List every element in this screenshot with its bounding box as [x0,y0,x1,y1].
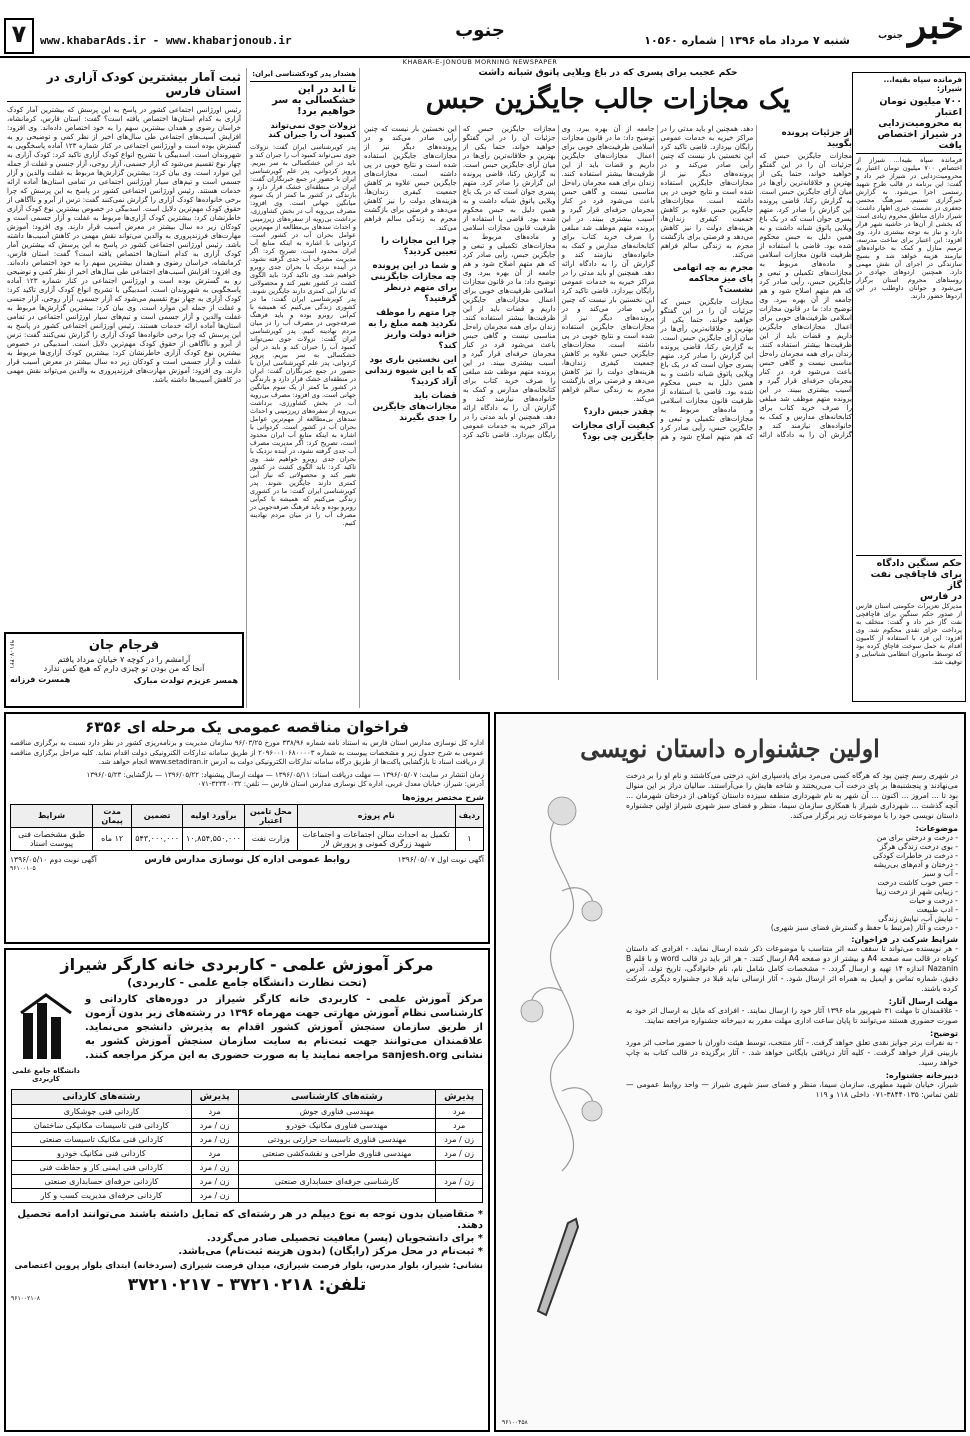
edu-cell: کاردانی حرفه‌ای مدیریت کسب و کار [12,1189,192,1203]
lead-subhead-1: از جزئیات پرونده بگویید [781,128,852,149]
edu-cell: مهندسی فناوری تاسیسات حرارتی برودتی [238,1133,436,1147]
festival-title: اولین جشنواره داستان نویسی [580,734,880,763]
birthday-title: فرجام جان [88,638,160,653]
table-row [12,1133,483,1147]
tender-cell: طبق مشخصات فنی پیوست اسناد [11,827,93,850]
table-row [12,1189,483,1203]
education-note2: * برای دانشجویان (پسر) معافیت تحصیلی صادر می‌گردد. [206,1233,483,1244]
festival-illustration [502,771,622,1335]
tender-dates: زمان انتشار در سایت: ۱۳۹۶/۰۵/۰۷ — مهلت دریافت اسناد: ۱۳۹۶/۰۵/۱۱ — مهلت ارسال پیشنهاد: ۱۳۹۶/۰۵/۲۲ — بازگشایی: ۱۳۹۶/۰۵/۲۳ [86,770,484,779]
logo [854,2,964,52]
table-row [12,1161,483,1175]
edu-cell: کاردانی حرفه‌ای حسابداری صنعتی [12,1175,192,1189]
section-title: جنوب [455,20,505,41]
water-subtitle: نزولات جوی نمی‌تواند کمبود آب را جبران کند [268,121,356,139]
table-row [12,1119,483,1133]
university-logo-text: دانشگاه جامع علمی کاربردی [12,1067,80,1083]
lead-body-text-3: مجازات جایگزین حبس که جزئیات آن را در این گفتگو خواهید خواند، حتما یکی از بهترین و خلاقانه‌ترین رأی‌ها در میان آرای جایگزین حبس است. به گزارش رکنا، قاضی پرونده این گزارش را صادر کرد. متهم پسری جوان است که در یک باغ ویلایی پاتوق شبانه داشت و به همین دلیل به حبس محکوم شده بود. قاضی با استفاده از ظرفیت قانون مجازات اسلامی و ماده‌های مربوط به مجازات‌های تکمیلی و تبعی و جایگزین حبس، رأیی صادر کرد که هم متهم اصلاح شود و هم جامعه از آن بهره ببرد. وی توضیح داد: ما در قانون مجازات اسلامی ظرفیت‌های خوبی برای اعمال مجازات‌های جایگزین داریم و قضات باید از این ظرفیت‌ها بیشتر استفاده کنند. زندان برای همه مجرمان راه‌حل مناسبی نیست و گاهی حبس باعث می‌شود فرد در کنار مجرمان حرفه‌ای قرار گیرد و آسیب بیشتری ببیند. در این پرونده متهم موظف شد مبلغی را صرف خرید کتاب برای کتابخانه‌های مدارس و کمک به خانواده‌های نیازمند کند و گزارش آن را به دادگاه ارائه دهد. همچنین او باید مدتی را در مراکز خیریه به خدمات عمومی رایگان بپردازد. قاضی تاکید کرد این نخستین بار نیست که چنین رأیی صادر می‌کند و در پرونده‌های دیگر نیز از مجازات‌های جایگزین استفاده شده است و نتایج خوبی در پی داشته است. مجازات‌های جایگزین حبس علاوه بر کاهش جمعیت کیفری زندان‌ها، هزینه‌های دولت را نیز کاهش می‌دهد و فرصتی برای بازگشت مجرم به زندگی سالم فراهم می‌کند. [364,125,556,439]
edu-header: پذیرش [191,1090,238,1105]
festival-intro: در شهری رسم چنین بود که هرگاه کسی می‌مرد برای یادسپاری اش، درختی می‌کاشتند و نام او را بر درخت می‌نهادند و پنجشنبه‌ها بر پای درخت آب می‌ریختند و شاخه هایش را می‌آراستند. سالیان دراز بر این منوال بود تا ... امروز ... اکنون ... آن شهر به نام شهرداری منطقه سیزده داستان کوتاهی از درختان شهرمان ... آنچه گذشت ... شهرداری شیراز با همکاری سازمان سیما، منظر و فضای سبز شهری شیراز اولین جشنواره داستان نویسی خود را با موضوعات زیر برگزار می‌کند. [626,771,958,820]
item1-title-c: در شیراز اختصاص یافت [856,129,962,154]
education-title: مرکز آموزش علمی - کاربردی خانه کارگر شیراز [60,955,434,974]
festival-topic: - درخت در خاطرات کودکی [873,851,958,860]
birthday-signature: همسر عزیزم تولدت مبارک [133,676,238,685]
tender-signature: روابط عمومی اداره کل نوسازی مدارس فارس [144,854,351,865]
festival-topic: - درخت و درختی برای من [876,833,958,842]
education-subtitle: (تحت نظارت دانشگاه جامع علمی - کاربردی) [127,976,367,989]
edu-cell: زن / مرد [191,1119,238,1133]
festival-deadline: - علاقمندان تا مهلت ۳۱ شهریور ماه ۱۳۹۶ آثار خود را ارسال نمایند. - افرادی که مایل به ارسال اثر خود به صورت حضوری هستند می‌توانند تا پایان ساعت اداری مهلت مقرر به دبیرخانه جشنواره مراجعه نمایند. [626,1006,958,1025]
education-code: ۹۶۱۰۰۲۱۰۸ [11,1295,41,1302]
education-ad [4,948,490,1432]
tender-header: تضمین [132,804,183,827]
tender-header: شرایط [11,804,93,827]
festival-topic: - نیایش آب، نیایش زندگی [878,914,958,923]
education-table [11,1089,483,1203]
tender-body: اداره کل نوسازی مدارس استان فارس به استناد نامه شماره ۳۳۸/۹۶ مورخ ۹۶/۰۳/۲۵ سازمان مدیریت و برنامه‌ریزی کشور در نظر دارد نسبت به برگزاری مناقصه عمومی به شرح جدول زیر و مشخصات پیوست به شماره ۲۰۹۶۰۰۱۰۶۸۰۰۰۰۳ از طریق سامانه تدارکات الکترونیکی دولت اقدام نماید. کلیه مراحل برگزاری مناقصه از دریافت اسناد تا بازگشایی پاکت‌ها از طریق درگاه سامانه تدارکات الکترونیکی دولت به آدرس www.setadiran.ir انجام خواهد شد. [10,739,485,766]
lead-subhead-3: چقدر حبس دارد؟ [583,407,655,417]
university-logo [11,993,81,1083]
education-note3: * ثبت‌نام در محل مرکز (رایگان) (بدون هزینه ثبت‌نام) می‌باشد. [178,1246,483,1257]
lead-body-text-2: مجازات جایگزین حبس که جزئیات آن را در این گفتگو خواهید خواند، حتما یکی از بهترین و خلاقانه‌ترین رأی‌ها در میان آرای جایگزین حبس است. به گزارش رکنا، قاضی پرونده این گزارش را صادر کرد. متهم پسری جوان است که در یک باغ ویلایی پاتوق شبانه داشت و به همین دلیل به حبس محکوم شده بود. قاضی با استفاده از ظرفیت قانون مجازات اسلامی و ماده‌های مربوط به مجازات‌های تکمیلی و تبعی و جایگزین حبس، رأیی صادر کرد که هم متهم اصلاح شود و هم جامعه از آن بهره ببرد. وی توضیح داد: ما در قانون مجازات اسلامی ظرفیت‌های خوبی برای اعمال مجازات‌های جایگزین داریم و قضات باید از این ظرفیت‌ها بیشتر استفاده کنند. زندان برای همه مجرمان راه‌حل مناسبی نیست و گاهی حبس باعث می‌شود فرد در کنار مجرمان حرفه‌ای قرار گیرد و آسیب بیشتری ببیند. در این پرونده متهم موظف شد مبلغی را صرف خرید کتاب برای کتابخانه‌های مدارس و کمک به خانواده‌های نیازمند کند و گزارش آن را به دادگاه ارائه دهد. همچنین او باید مدتی را در مراکز خیریه به خدمات عمومی رایگان بپردازد. قاضی تاکید کرد این نخستین بار نیست که چنین رأیی صادر می‌کند و در پرونده‌های دیگر نیز از مجازات‌های جایگزین استفاده شده است و نتایج خوبی در پی داشته است. مجازات‌های جایگزین حبس علاوه بر کاهش جمعیت کیفری زندان‌ها، هزینه‌های دولت را نیز کاهش می‌دهد و فرصتی برای بازگشت مجرم به زندگی سالم فراهم می‌کند. [561,125,754,441]
tender-cell: وزارت نفت [244,827,297,850]
festival-secretariat: شیراز، خیابان شهید مطهری، سازمان سیما، منظر و فضای سبز شهری شیراز — واحد روابط عمومی — تلفن تماس: ۳۸۴۴۰۱۳۵-۰۷۱ داخلی ۱۱۸ و ۱۱۹ [626,1080,958,1099]
edu-cell: زن / مرد [191,1133,238,1147]
water-title: تا ابد در این خشکسالی به سر خواهیم برد! [250,81,356,117]
english-name: KHABAR-E-JONOUB MORNING NEWSPAPER [402,58,558,66]
edu-cell: مرد [191,1105,238,1119]
education-phone: تلفن: ۳۷۲۱۰۲۱۸ - ۳۷۲۱۰۲۱۷ [127,1275,367,1295]
education-note1: * متقاضیان بدون توجه به نوع دیپلم در هر رشته‌ای که تمایل داشته باشند می‌توانند ادامه تحصیل دهند. [17,1209,483,1231]
water-kicker: هشدار پدر کودکشناسی ایران: [252,70,356,78]
lead-title: یک مجازات جالب جایگزین حبس [425,84,791,115]
edu-cell [436,1189,483,1203]
tender-notice1: آگهی نوبت اول ۱۳۹۶/۰۵/۰۷ [397,854,484,864]
item2-body: مدیرکل تعزیرات حکومتی استان فارس از صدور حکم سنگین برای قاچاقچی نفت گاز خبر داد و گفت: متخلف به پرداخت جزای نقدی محکوم شد. وی افزود: این فرد با استفاده از کامیون اقدام به حمل سوخت قاچاق کرده بود که توسط ماموران انتظامی شناسایی و توقیف شد. [856,602,962,666]
water-story [246,68,360,708]
festival-ad [494,712,966,1432]
water-body-text: پدر کویرشناسی ایران گفت: نزولات جوی نمی‌تواند کمبود آب را جبران کند و باید در این خشکسالی به سر ببریم. پرویز کردوانی، پدر علم کویرشناسی ایران با حضور در جمع خبرنگاران گفت: ایران در منطقه‌ای خشک قرار دارد و بارندگی در کشور ما کمتر از یک سوم میانگین جهانی است. وی افزود: مصرف بی‌رویه آب در بخش کشاورزی، برداشت بی‌رویه از سفره‌های زیرزمینی و احداث سدهای بی‌مطالعه از مهم‌ترین عوامل بحران آب در کشور است. کردوانی با اشاره به اینکه منابع آب ایران محدود است، تصریح کرد: اگر مدیریت مصرف آب جدی گرفته نشود، در آینده نزدیک با بحران جدی روبرو خواهیم شد. وی تاکید کرد: باید الگوی کشت در کشور تغییر کند و محصولاتی که نیاز آبی کمتری دارند جایگزین شوند. پدر کویرشناسی ایران گفت: ما در کشوری زندگی می‌کنیم که همیشه با کم‌آبی روبرو بوده و باید فرهنگ صرفه‌جویی در مصرف آب را در میان مردم نهادینه کنیم. [250,143,356,335]
tender-cell: ۵۴۳,۰۰۰,۰۰۰ [132,827,183,850]
edu-cell: کارشناسی حرفه‌ای حسابداری صنعتی [238,1175,436,1189]
festival-rules: - هر نویسنده می‌تواند تا سقف سه اثر متناسب با موضوعات ذکر شده ارسال نماید. - افرادی که داستان کوتاه در قالب سه صفحه A4 و بیشتر از دو صفحه A4 ارسال کنند. - هر اثر باید در قالب word و با قلم B Nazanin اندازه ۱۴ تهیه و ارسال گردد. - مشخصات کامل شامل نام، نام خانوادگی، تاریخ تولد، آدرس دقیق، شماره تماس و ایمیل به همراه اثر ارسال شود. - آثار ارسالی نباید قبلا در جشنواره دیگری شرکت کرده باشند. [626,944,959,993]
birthday-ad [4,632,244,708]
birthday-line2: آنجا که من بودن تو چیزی دارم که هیچ کس ندارد [43,664,205,673]
edu-cell: زن / مرد [436,1147,483,1161]
edu-cell: کاردانی فنی تاسیسات مکانیکی ساختمان [12,1119,192,1133]
tender-cell: ۱۰,۸۵۴,۵۵۰,۰۰۰ [183,827,245,850]
lead-kicker: حکم عجیب برای پسری که در باغ ویلایی پاتوق شبانه داشت [478,68,738,78]
edu-cell: زن / مرد [436,1133,483,1147]
tender-code: ۹۶۱۰۰۱۰۵ [10,864,36,872]
lead-subhead-6: و شما در این پرونده چه مجازات جایگزینی برای متهم درنظر گرفتید؟ [370,261,457,304]
lead-body-text: مجازات جایگزین حبس که جزئیات آن را در این گفتگو خواهید خواند، حتما یکی از بهترین و خلاقانه‌ترین رأی‌ها در میان آرای جایگزین حبس است. به گزارش رکنا، قاضی پرونده این گزارش را صادر کرد. متهم پسری جوان است که در یک باغ ویلایی پاتوق شبانه داشت و به همین دلیل به حبس محکوم شده بود. قاضی با استفاده از ظرفیت قانون مجازات اسلامی و ماده‌های مربوط به مجازات‌های تکمیلی و تبعی و جایگزین حبس، رأیی صادر کرد که هم متهم اصلاح شود و هم جامعه از آن بهره ببرد. وی توضیح داد: ما در قانون مجازات اسلامی ظرفیت‌های خوبی برای اعمال مجازات‌های جایگزین داریم و قضات باید از این ظرفیت‌ها بیشتر استفاده کنند. زندان برای همه مجرمان راه‌حل مناسبی نیست و گاهی حبس باعث می‌شود فرد در کنار مجرمان حرفه‌ای قرار گیرد و آسیب بیشتری ببیند. در این پرونده متهم موظف شد مبلغی را صرف خرید کتاب برای کتابخانه‌های مدارس و کمک به خانواده‌های نیازمند کند و گزارش آن را به دادگاه ارائه دهد. همچنین او باید مدتی را در مراکز خیریه به خدمات عمومی رایگان بپردازد. قاضی تاکید کرد این نخستین بار نیست که چنین رأیی صادر می‌کند و در پرونده‌های دیگر نیز از مجازات‌های جایگزین استفاده شده است و نتایج خوبی در پی داشته است. مجازات‌های جایگزین حبس علاوه بر کاهش جمعیت کیفری زندان‌ها، هزینه‌های دولت را نیز کاهش می‌دهد و فرصتی برای بازگشت مجرم به زندگی سالم فراهم می‌کند. [660,125,852,439]
tender-header: ردیف [455,804,483,827]
lead-subhead-2: مجرم به چه اتهامی پای میز محاکمه نشست؟ [673,263,754,295]
right-column [852,72,966,702]
tender-table-title: شرح مختصر پروژه‌ها [402,792,484,802]
tender-cell: ۱۲ ماه [93,827,132,850]
birthday-line1: آرامشم را در کوچه ۷ خیابان مرداد یافتم [57,655,191,664]
item1-kicker: فرمانده سپاه بقیه‌ا... شیراز: [883,75,962,93]
festival-topic: - درخت و حیات [909,896,958,905]
festival-topic: - درختان و آدم‌های بی‌ریشه [873,860,958,869]
edu-cell: مرد [436,1119,483,1133]
festival-topics-title: موضوعات: [915,824,958,833]
date-line: شنبه ۷ مرداد ماه ۱۳۹۶ | شماره ۱۰۵۶۰ [644,34,850,47]
festival-topic: - درخت و آثار (مرتبط با حفظ و گسترش فضای سبز شهری) [770,923,958,932]
lead-subhead-8: این نخستین باری بود که با این شیوه زندانی آزاد کردید؟ [364,355,457,387]
child-abuse-story [4,68,244,628]
tender-header: برآورد اولیه [183,804,245,827]
edu-cell: زن / مرد [191,1175,238,1189]
edu-cell: کاردانی فنی ایمنی کار و حفاظت فنی [12,1161,192,1175]
water-body-text-2: پدر کویرشناسی ایران گفت: نزولات جوی نمی‌تواند کمبود آب را جبران کند و باید در این خشکسالی به سر ببریم. پرویز کردوانی، پدر علم کویرشناسی ایران با حضور در جمع خبرنگاران گفت: ایران در منطقه‌ای خشک قرار دارد و بارندگی در کشور ما کمتر از یک سوم میانگین جهانی است. وی افزود: مصرف بی‌رویه آب در بخش کشاورزی، برداشت بی‌رویه از سفره‌های زیرزمینی و احداث سدهای بی‌مطالعه از مهم‌ترین عوامل بحران آب در کشور است. کردوانی با اشاره به اینکه منابع آب ایران محدود است، تصریح کرد: اگر مدیریت مصرف آب جدی گرفته نشود، در آینده نزدیک با بحران جدی روبرو خواهیم شد. وی تاکید کرد: باید الگوی کشت در کشور تغییر کند و محصولاتی که نیاز آبی کمتری دارند جایگزین شوند. پدر کویرشناسی ایران گفت: ما در کشوری زندگی می‌کنیم که همیشه با کم‌آبی روبرو بوده و باید فرهنگ صرفه‌جویی در مصرف آب را در میان مردم نهادینه کنیم. [250,327,356,527]
tender-table [10,804,484,851]
university-logo-icon [19,993,73,1063]
edu-header: پذیرش [436,1090,483,1105]
lead-subhead-4: کیفیت آرای مجازات جایگزین چی بود؟ [572,421,655,442]
edu-cell: مهندسی فناوری مکانیک خودرو [238,1119,436,1133]
lead-story [364,68,852,708]
table-row [12,1175,483,1189]
websites: www.khabarAds.ir - www.khabarjonoub.ir [40,34,292,47]
edu-cell: مرد [436,1105,483,1119]
table-row [12,1105,483,1119]
logo-sub: جنوب [878,31,903,41]
lead-subhead-7: چرا متهم را موظف نکردید همه مبلغ را به خزانه دولت واریز کند؟ [368,308,457,351]
edu-cell: زن / مرد [436,1175,483,1189]
table-row [11,827,484,850]
item2-title-b: برای قاچاقچی نفت گاز [870,569,962,591]
child-abuse-body [7,106,241,636]
festival-code: ۹۶۱۰۰۴۵۸ [502,1419,528,1426]
festival-notes: - به نفرات برتر جوایز نقدی تعلق خواهد گرفت. - آثار منتخب، توسط هیئت داوران با حضور صاحب اثر مورد بازبینی قرار خواهد گرفت. - کلیه آثار دریافتی بایگانی خواهد شد. - آثار برگزیده در قالب کتاب به چاپ خواهد رسید. [626,1038,958,1067]
edu-cell: کاردانی فنی مکانیک خودرو [12,1147,192,1161]
education-body: مرکز آموزش علمی - کاربردی خانه کارگر شیراز در دوره‌های کاردانی و کارشناسی نظام آموزش مهارتی جهت مهرماه ۱۳۹۶ در رشته‌های زیر بدون آزمون از طریق سازمان سنجش آموزش کشور اقدام به پذیرش دانشجو می‌نماید. علاقمندان می‌توانند جهت ثبت‌نام به سایت سازمان سنجش آموزش کشور به نشانی sanjesh.org مراجعه نمایند یا به صورت حضوری به این مرکز مراجعه کنند. [85,994,483,1061]
edu-cell [436,1161,483,1175]
lead-subhead-9: قضات باید مجازات‌های جایگزین را جدی بگیرند [372,391,457,423]
birthday-from: همسرت فرزانه [10,675,71,684]
festival-topic: - بوی درخت زندگی هرگز [879,842,958,851]
edu-header: رشته‌های کاردانی [12,1090,192,1105]
table-row [12,1147,483,1161]
child-abuse-body-text: رئیس اورژانس اجتماعی کشور در پاسخ به این پرسش که بیشترین آمار کودک آزاری به کدام استان‌ها اختصاص یافته است؟ گفت: استان فارس، کرمانشاه، خراسان رضوی و همدان بیشترین سهم را به خود اختصاص داده‌اند. وی افزود: افزایش آسیب‌های اجتماعی طی سال‌های اخیر از نظر کمی و توضیحی رو به گسترش بوده است و اورژانس اجتماعی در کنار شماره ۱۲۳ آماده پاسخگویی به شهروندان است. اسدبیگی با تشریح انواع کودک آزاری تاکید کرد: کودک آزاری به چهار نوع تقسیم می‌شود که آزار جسمی، آزار روحی، آزار جنسی و غفلت از جمله این موارد است. وی بیان کرد: بیشترین گزارش‌ها مربوط به غفلت والدین و آزار جسمی است و تیم‌های سیار اورژانس اجتماعی در تمامی استان‌ها آماده ارائه خدمات هستند. رئیس اورژانس اجتماعی کشور در پاسخ به این پرسش که چرا برخی خانواده‌ها کودک آزاری را گزارش نمی‌کنند گفت: ترس از آبرو و ناآگاهی از حقوق کودک مهم‌ترین دلایل است. اسدبیگی در خصوص بیشترین نوع کودک آزاری خاطرنشان کرد: بیشترین کودک آزاری‌ها مربوط به غفلت و آزار جسمی است و کودکان زیر ده سال بیشتر در معرض آسیب قرار دارند. وی افزود: آموزش مهارت‌های فرزندپروری به والدین می‌تواند نقش مهمی در کاهش آسیب‌ها داشته باشد. [7,106,241,249]
festival-deadline-title: مهلت ارسال آثار: [888,997,958,1006]
festival-topic: - آب و سبز [922,869,958,878]
flower-icon [502,771,622,1331]
edu-cell [238,1189,436,1203]
child-abuse-title: ثبت آمار بیشترین کودک آزاری در استان فارس [7,70,241,102]
tender-cell: تکمیل به احداث سالن اجتماعات و اجتماعات شهید زرگری کمونی و پرورش لار [297,827,455,850]
lead-body [364,125,852,680]
festival-topic: - حس خوب کاشت درخت [877,878,958,887]
edu-cell: کاردانی فنی مکانیک تاسیسات صنعتی [12,1133,192,1147]
water-body [250,143,356,703]
edu-cell: زن / مرد [191,1161,238,1175]
festival-notes-title: توضیح: [930,1029,958,1038]
tender-notice2: آگهی نوبت دوم ۱۳۹۶/۰۵/۱۰ [10,854,97,864]
tender-header: مدت پیمان [93,804,132,827]
festival-rules-title: شرایط شرکت در فراخوان: [851,935,958,944]
edu-cell: مهندسی فناوری جوش [238,1105,436,1119]
item1-body: فرمانده سپاه بقیه‌ا... شیراز از اختصاص ۷۰۰ میلیون تومان اعتبار به محرومیت‌زدایی در شیراز خبر داد و گفت: این برنامه در قالب طرح شهید رستمی اجرا می‌شود. به گزارش خبرگزاری تسنیم، سرهنگ محسن جعفری در نشست خبری اظهار داشت: شیراز دارای مناطق محروم زیادی است که بخشی از آن‌ها در حاشیه شهر قرار دارد و نیاز به توجه بیشتری دارد. وی افزود: این اعتبار برای ساخت مدرسه، ترمیم منازل و کمک به خانواده‌های نیازمند هزینه خواهد شد و بسیج سازندگی در اجرای آن نقش مهمی دارد. همچنین اردوهای جهادی در روستاهای محروم استان برگزار می‌شود و جوانان داوطلب در این اردوها حضور دارند. [856,156,962,300]
child-abuse-body-text-2: رئیس اورژانس اجتماعی کشور در پاسخ به این پرسش که بیشترین آمار کودک آزاری به کدام استان‌ها اختصاص یافته است؟ گفت: استان فارس، کرمانشاه، خراسان رضوی و همدان بیشترین سهم را به خود اختصاص داده‌اند. وی افزود: افزایش آسیب‌های اجتماعی طی سال‌های اخیر از نظر کمی و توضیحی رو به گسترش بوده است و اورژانس اجتماعی در کنار شماره ۱۲۳ آماده پاسخگویی به شهروندان است. اسدبیگی با تشریح انواع کودک آزاری تاکید کرد: کودک آزاری به چهار نوع تقسیم می‌شود که آزار جسمی، آزار روحی، آزار جنسی و غفلت از جمله این موارد است. وی بیان کرد: بیشترین گزارش‌ها مربوط به غفلت والدین و آزار جسمی است و تیم‌های سیار اورژانس اجتماعی در تمامی استان‌ها آماده ارائه خدمات هستند. رئیس اورژانس اجتماعی کشور در پاسخ به این پرسش که چرا برخی خانواده‌ها کودک آزاری را گزارش نمی‌کنند گفت: ترس از آبرو و ناآگاهی از حقوق کودک مهم‌ترین دلایل است. اسدبیگی در خصوص بیشترین نوع کودک آزاری خاطرنشان کرد: بیشترین کودک آزاری‌ها مربوط به غفلت و آزار جسمی است و کودکان زیر ده سال بیشتر در معرض آسیب قرار دارند. وی افزود: آموزش مهارت‌های فرزندپروری به والدین می‌تواند نقش مهمی در کاهش آسیب‌ها داشته باشد. [7,241,241,384]
tender-title: فراخوان مناقصه عمومی یک مرحله ای ۶۳۵۶ [85,718,409,736]
festival-topic: - زیبایی شهر از درخت زیبا [875,887,958,896]
masthead [0,0,970,66]
edu-cell [238,1161,436,1175]
edu-header: رشته‌های کارشناسی [238,1090,436,1105]
tender-header: محل تامین اعتبار [244,804,297,827]
tender-cell: ۱ [455,827,483,850]
edu-cell: کاردانی فنی جوشکاری [12,1105,192,1119]
page-number: ۷ [4,18,34,54]
festival-secretariat-title: دبیرخانه جشنواره: [885,1071,958,1080]
festival-topic: - ادب طبیعت [916,905,958,914]
tender-address: آدرس: شیراز، خیابان معدل غربی، اداره کل نوسازی مدارس استان فارس — تلفن: ۳۲۳۴۰۰۳۲-۰۷۱ [197,780,484,788]
edu-cell: زن / مرد [191,1189,238,1203]
tender-ad [4,712,490,944]
item1-title-a: ۷۰۰ میلیون تومان اعتبار [879,96,962,118]
birthday-code: ۹۶۱۰۷۰۴۲۱ [8,640,15,670]
education-address: نشانی: شیراز، بلوار مدرس، بلوار فرصت شیرازی، میدان فرصت شیرازی (سردخانه) ابتدای بلوار پروین اعتصامی [14,1261,483,1271]
edu-cell: مرد [191,1147,238,1161]
edu-cell: مهندسی فناوری طراحی و نقشه‌کشی صنعتی [238,1147,436,1161]
item2-title-c: در فارس [919,591,962,602]
logo-text: خبر [908,2,964,47]
item1-title-b: به محرومیت‌زدایی [878,118,962,129]
tender-header: نام پروژه [297,804,455,827]
item2-title-a: حکم سنگین دادگاه [856,555,962,569]
lead-subhead-5: چرا این مجازات را تعیین کردید؟ [381,236,457,257]
